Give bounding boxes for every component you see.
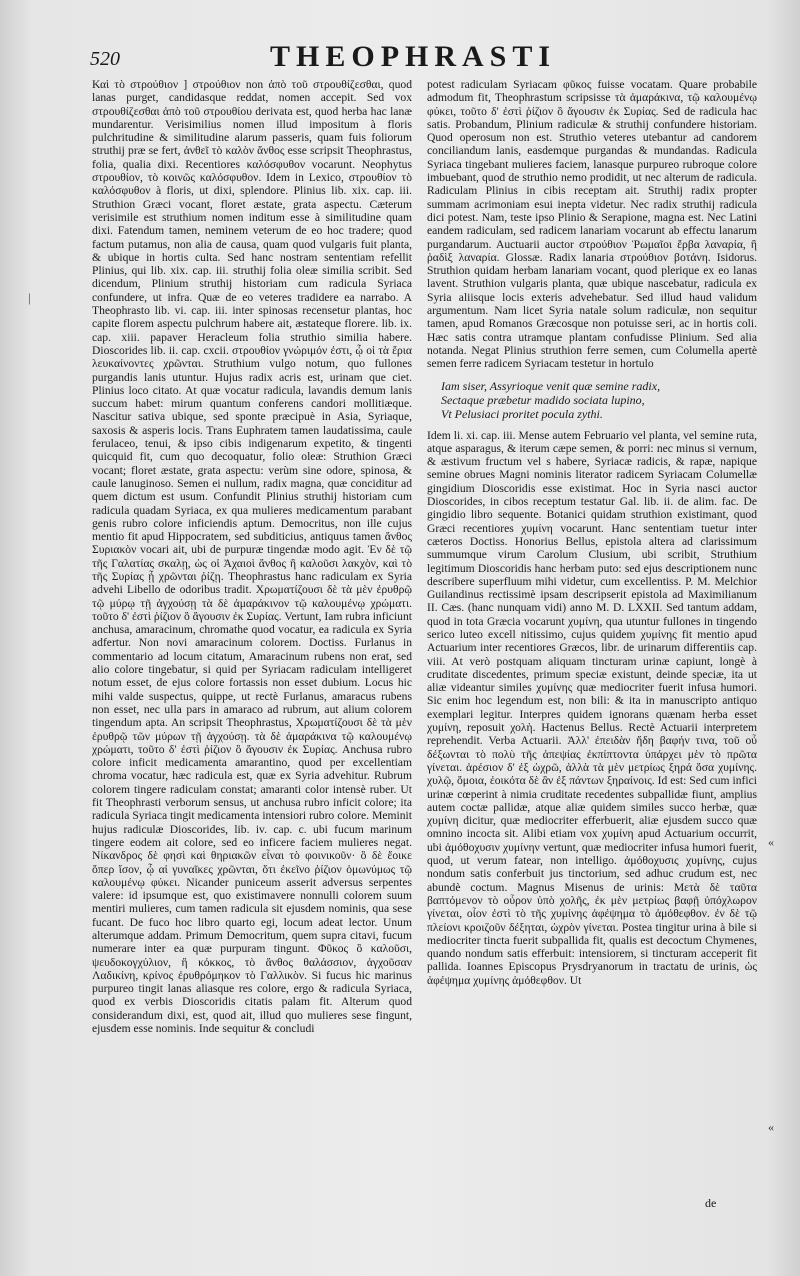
left-column	[92, 78, 412, 1035]
page-header	[90, 40, 780, 76]
verse-line: Iam siser, Assyrioque venit quæ semine radix,	[441, 378, 661, 393]
margin-mark: «	[768, 835, 774, 849]
verse-line: Vt Pelusiaci proritet pocula zythi.	[441, 406, 603, 421]
left-column-text: Καὶ τὸ στρούθιον ] στρούθιον non ἀπὸ τοῦ στρουθίζεσθαι, quod lanas purget, candidasque reddat, nomen accepit. Sed vox στρουθίζεσθαι ἀπὸ τοῦ στρουθίου derivata est, quod herba hac lanæ mundarentur. Verisimilius nomen illud impositum à floris pulchritudine & similitudine alarum passeris, quam fuis foliorum struthij præ se fert, ἀνθεῖ τὸ καλὸν ἄνθος esse scripsit Theophrastus, folia, qualia dixi. Recentiores καλόσφυθον vocarunt. Neophytus στρουθίον, τὸ κοινῶς καλόσφυθον. Idem in Lexico, στρουθίον τὸ καλόσφυθον à floris, ut dixi, splendore. Plinius lib. xix. cap. iii. Struthion Græci vocant, floret æstate, grata aspectu. Cæterum verisimile est struthium nomen inditum esse à similitudine quam dixi. Fatendum tamen, neminem veterum de eo hoc tradere; quod factum putamus, non alia de causa, quam quod vulgaris fuit planta, & ubique in hortis culta. Sed hanc nostram sententiam refellit Plinius, qui lib. xix. cap. iii. struthij folia oleæ similia scribit. Sed dicendum, Plinium struthij historiam cum radicula Syriaca confundere, ut infra. Quæ de eo veteres tradidere ea narrabo. A Theophrasto lib. vi. cap. iii. inter spinosas recensetur plantas, hoc capite florem aspectu pulchrum habere ait, æstateque florere. lib. ix. cap. xiii. papaver Heracleum folia struthio similia habere. Dioscorides lib. ii. cap. cxcii. στρουθίον γνώριμόν ἐστι, ᾧ οἱ τὰ ἔρια λευκαίνοντες χρῶνται. Struthium vulgo notum, quo fullones purgandis lanis utuntur. Hujus radix acris est, urinam que ciet. Plinius loco citato. At quæ vocatur radicula, lavandis demum lanis succum habet: mirum quantum conferens candori mollitiæque. Nascitur sativa ubique, sed sponte præcipuè in Asia, Syriaque, saxosis & asperis locis. Trans Euphratem tamen laudatissima, caule ferulaceo, tenui, & ipso cibis indigenarum expetito, & tingenti quicquid fit, cum quo decoquatur, folio oleæ: Struthion Græci vocant; floret æstate, grata aspectu: verùm sine odore, spinosa, & caule lanuginoso. Semen ei nullum, radix magna, quæ conciditur ad quem dictum est usum. Confundit Plinius struthij historiam cum radicula quadam Syriaca, ex qua mulieres medicamentum parabant genis rubro colore inficiendis aptum. Democritus, non ille cujus mentio fit apud Hippocratem, sed subditicius, antiquus tamen ἄνθος Συριακὸν vocari ait, ubi de purpuræ tingendæ modo agit. Ἐν δὲ τῷ τῆς Γαλατίας σκαλῃ, ὡς οἱ Ἀχαιοὶ ἄνθος ἢ καλοῦσι λακχὸν, καὶ τὸ τῆς Συρίας ᾗ χρῶνται ῥίζῃ. Theophrastus hanc radiculam ex Syria advehi Libello de odoribus tradit. Χρωματίζουσι δὲ τὰ μὲν ἐρυθρῷ τῷ μύρῳ τῇ ἀγχούσῃ τὰ δὲ ἀμαράκινον τῷ καλουμένῳ χρώματι. τοῦτο δ' ἐστὶ ῥίζιον ὃ ἄγουσιν ἐκ Συρίας. Vertunt, Iam rubra inficiunt anchusa, amaracinum, chromathe quod vocatur, ea radicula ex Syria adfertur. Non novi amaracinum colorem. Doctiss. Furlanus in commentario ad locum citatum, Amaracinum rubens non erat, sed alio colore tingebatur, si quid per Syriacam radiculam intelligeret notum esset, de ejus colore fortassis non esset dubium. Locus hic mihi valde suspectus, quippe, ut rectè Furlanus, amaracus rubens non esset, nec ulla pars in amaraco ad rubrum, aut alium colorem tingendum apta. An scripsit Theophrastus, Χρωματίζουσι δὲ τὰ μὲν ἐρυθρῷ τῶν μύρων τῇ ἀγχούσῃ. τὰ δὲ ἀμαράκινα τῷ καλουμένῳ χρώματι, τοῦτο δ' ἐστὶ ῥίζιον ὃ ἄγουσιν ἐκ Συρίας. Anchusa rubro colore inficit medicamenta amarantino, quod per excellentiam chroma vocatur, hæc radicula est, quæ ex Syria advehitur. Rubrum colorem tingere radiculam constat; amaranti color intensè ruber. Ut fit Theophrasti verborum sensus, ut anchusa rubro inficit colore; ita radicula Syriaca tingit medicamenta intensiori rubro colore. Meminit hujus radiculæ Dioscorides, lib. iv. cap. c. ubi fucum marinum tingere eodem ait colore, sed eo inficere faciem mulieres negat. Νίκανδρος δὲ φησὶ καὶ θηριακῶν εἶναι τὸ φοινικοῦν· ὃ δὲ ἔοικε ὅπερ ἴσον, ᾧ αἱ γυναῖκες χρῶνται, ὅτι ἐκεῖνο ῥίζιον ὁμωνύμως τῷ καλουμένῳ φύκει. Nicander puniceum asserit adversus serpentes valere: id ipsumque est, quo existimavere nonnulli colorem suum mentiri mulieres, cum tamen radicula sit ejusdem nominis, qua sese fucant. De fuco hoc libro quarto egi, locum adeat lector. Unum alterumque addam. Primum Democritum, quem supra citavi, fucum numerare inter ea quæ purpuram tingunt. Φῦκος ὃ καλοῦσι, ψευδοκογχύλιον, ἢ κόκκος, τὸ ἄνθος θαλάσσιον, ἀγχοῦσαν Λαδικίνη, κρίνος ἐρυθρόμηκον τὸ Γαλλικὸν. Si fucus hic marinus purpureo tingit lanas aliasque res colore, ergo & radicula Syriaca, quod ex verbis Dioscoridis citatis palam fit. Alterum quod considerandum dixi, est, quod ait, illud quo mulieres sese fingunt, ejusdem esse nominis. Inde sequitur & concludi	[92, 78, 412, 1036]
right-column-bottom-text: Idem li. xi. cap. iii. Mense autem Februario vel planta, vel semine ruta, atque asparagus, & iterum cæpe semen, & porri: nec minus si vernum, & æstivum fructum vel s habere, Syriacæ radicis, & rapæ, napique semine obrues Magni nominis literator radicem Syriacam Columellæ gingidium Dioscoridis esse existimat. Hoc in Syria nasci auctor Dioscorides, in cibos receptum testatur Gal. lib. ii. de alim. fac. De gingidio libro sequente. Botanici quidam struthion existimant, quod Græci recentiores χυμίνη vocarunt. Hanc sententiam tuetur inter cæteros Doctiss. Honorius Bellus, epistola altera ad clarissimum summumque virum Carolum Clusium, ubi scribit, Struthium legitimum Dioscoridis hanc herbam puto: sed ejus descriptionem nunc describere superfluum mihi videtur, cum excellentiss. P. M. Melchior Guilandinus rectissimè ipsam descripserit epistola ad Maximilianum II. Cæs. (hanc nunquam vidi) anno M. D. LXXII. Sed tantum addam, quod in tota Græcia vocarunt χυμίνη, qua utuntur fullones in tingendo serico luteo excell nitissimo, cujus quidem χυμίνης fit mentio apud Actuarium inter recentiores Græcos, libr. de urinarum differentiis cap. viii. At verò postquam aliquam tincturam urinæ capiunt, longè à cruditate discedentes, primum speciæ existunt, deinde speciæ, ita ut aliæ videantur similes χυμίνης quæ mediocriter fuerit infusa humori. Sic enim hoc legendum est, non bili: & ita in manuscripto antiquo exemplari legitur. Interpres quidem ignorans quænam herba esset χυμίνη, reposuit χολὴ. Hactenus Bellus. Rectè Actuarii interpretem reprehendit. Verba Actuarii. Ἀλλ' ἐπειδὰν ἤδη βαφήν τινα, τοῦ οὖ δέξωνται τὸ πολὺ τῆς ἀπεψίας ἐκπίπτοντα ὑπάρχει μὲν τὸ πρῶτα γίνεται. ἀρέσιον δ' ἐξ ὠχρῶ, ἀλλὰ τὰ μὲν μετρίως ξηρά ὅσα χυμίνης. χυλῷ, ὅμοια, ἐοικότα δὲ ἂν ἐξ πάντων ξηραίνοις. Id est: Sed cum infici urinæ cœperint à nimia cruditate recedentes subpallidæ fiunt, amplius autem coctæ pallidæ, atque aliæ quidem similes succo herbæ, quæ χυμίνη dicitur, quæ mediocriter efferbuerit, aliæ ejusdem succo quæ omnino incocta sit. Alibi etiam vox χυμίνη apud Actuarium occurrit, ubi ἀμόθοχυσιν χυμίνην vertunt, quæ mediocriter infusa humori fuerit, quod, ut verum fatear, non intelligo. ἀμόθοχυσις χυμίνης, cujus nondum satis conferbuit jus tinctorium, sed adhuc crudum est, nec abundè coctum. Magnus Misenus de urinis: Μετὰ δὲ ταῦτα βαπτόμενον τὸ οὖρον ὑπὸ χολῆς, ἐκ μὲν μετρίως βαφῇ ὑπόχλωρον γίνεται, οἷον ἐστὶ τὸ τῆς χυμίνης ἀφέψημα τὸ ἀμόθεφθον. ἐν δὲ τῷ πλείονι κροιζοῦν δέξηται, ὠχρὸν γίνεται. Postea tingitur urina à bile si mediocriter tincta fuerit subpallida fit, qualis est decoctum Chymenes, quando nondum satis efferbuit: intensiorem, si tincturam acceperit fit pallida. Ioannes Episcopus Prysdryanorum in tractatu de urinis, ὡς ἀφέψημα χυμίνης ἀμόθεφθον. Ut	[427, 428, 757, 987]
running-title: THEOPHRASTI	[270, 40, 557, 73]
verse-quotation	[441, 379, 757, 421]
page-number: 520	[90, 48, 120, 70]
right-column-top-text: potest radiculam Syriacam φῦκος fuisse vocatam. Quare probabile admodum fit, Theophrastum scripsisse τὰ ἀμαράκινα, τῷ καλουμένῳ φύκει, τοῦτο δ' ἐστὶ ῥίζιον ὃ ἄγουσιν ἐκ Συρίας. Sed de radicula hac satis. Probandum, Plinium radiculæ & struthij confundere historiam. Quod operosum non est. Struthio veteres utebantur ad candorem conciliandum lanis, easdemque purgandas & mundandas. Radicula Syriaca tingebant mulieres faciem, lanasque purpureo rubroque colore imbuebant, quod de struthio nemo prodidit, ut nec alterum de radicula. Radiculam Plinius in cibis receptam ait. Struthij radix propter summam acrimoniam esui inepta videtur. Nec radix struthij radicula dici potest. Nam, teste ipso Plinio & Serapione, magna est. Nec Latini eandem radiculam, sed radicem lanariam vocarunt ab effectu lanarum purgandarum. Auctuarii auctor στρούθιον Ῥωμαῖοι ἔρβα λαναρία, ἢ ῥαδὶξ λαναρία. Glossæ. Radix lanaria στρούθιον βοτάνη. Isidorus. Struthion quidam herbam lanariam vocant, quod plerique ex eo lanas lavent. Struthion vulgaris planta, quæ ubique nascebatur, radicula ex Syria aliisque locis exteris advehebatur. Sed illud haud validum argumentum. Nam licet Syria natale solum radiculæ, non sequitur tamen, apud Romanos Græcosque non potuisse seri, ac in hortis coli. Hæc satis contra utramque plantam confudisse Plinium. Sed alia notanda. Negat Plinius struthion ferre semen, cum Columella apertè semen ferre radicem Syriacam testetur in hortulo	[427, 78, 757, 371]
margin-mark: «	[768, 1120, 774, 1134]
catchword: de	[705, 1196, 717, 1210]
margin-stroke: |	[28, 290, 31, 305]
verse-line: Sectaque præbetur madido sociata lupino,	[441, 392, 645, 407]
right-column	[427, 78, 757, 987]
